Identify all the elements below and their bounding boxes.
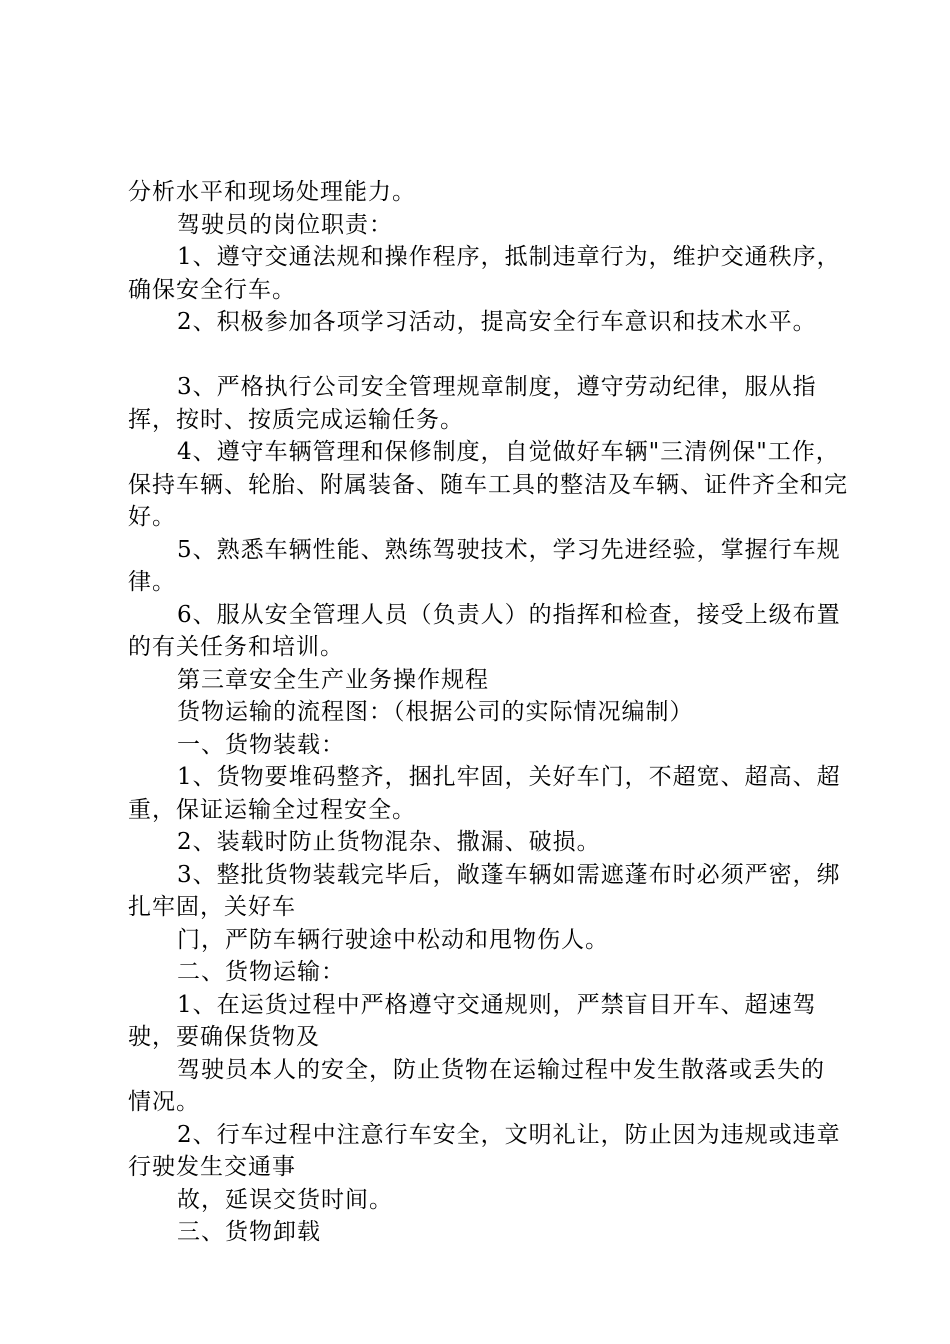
paragraph-8: 6、服从安全管理人员（负责人）的指挥和检查，接受上级布置的有关任务和培训。 (128, 601, 841, 660)
section-heading-unloading: 三、货物卸载 (177, 1219, 321, 1245)
flowchart-caption: 货物运输的流程图：（根据公司的实际情况编制） (177, 699, 694, 725)
chapter-heading: 第三章安全生产业务操作规程 (177, 666, 489, 693)
section-heading-transport: 二、货物运输： (177, 959, 345, 985)
section-heading-loading: 一、货物装载： (177, 731, 345, 758)
paragraph-12: 1、货物要堆码整齐，捆扎牢固，关好车门，不超宽、超高、超重，保证运输全过程安全。 (128, 764, 841, 823)
document-body (128, 176, 848, 1249)
paragraph-13: 2、装载时防止货物混杂、撒漏、破损。 (177, 829, 601, 855)
paragraph-6: 4、遵守车辆管理和保修制度，自觉做好车辆"三清例保"工作，保持车辆、轮胎、附属装备、随车工具的整洁及车辆、证件齐全和完好。 (128, 439, 848, 530)
paragraph-5: 3、严格执行公司安全管理规章制度，遵守劳动纪律，服从指挥，按时、按质完成运输任务。 (128, 374, 817, 433)
paragraph-4: 2、积极参加各项学习活动，提高安全行车意识和技术水平。 (177, 309, 817, 335)
paragraph-14: 3、整批货物装载完毕后，敞蓬车辆如需遮蓬布时必须严密，绑扎牢固，关好车 (128, 861, 841, 920)
paragraph-15: 门，严防车辆行驶途中松动和甩物伤人。 (177, 926, 609, 953)
section-heading-driver-duties: 驾驶员的岗位职责： (177, 211, 393, 238)
paragraph-7: 5、熟悉车辆性能、熟练驾驶技术，学习先进经验，掌握行车规律。 (128, 536, 841, 595)
paragraph-20: 故，延误交货时间。 (177, 1186, 393, 1213)
blank-line (128, 339, 848, 372)
paragraph-3: 1、遵守交通法规和操作程序，抵制违章行为，维护交通秩序，确保安全行车。 (128, 244, 841, 303)
paragraph-17: 1、在运货过程中严格遵守交通规则，严禁盲目开车、超速驾驶，要确保货物及 (128, 991, 817, 1050)
paragraph-19: 2、行车过程中注意行车安全，文明礼让，防止因为违规或违章行驶发生交通事 (128, 1121, 841, 1180)
paragraph-1: 分析水平和现场处理能力。 (128, 179, 416, 205)
paragraph-18: 驾驶员本人的安全，防止货物在运输过程中发生散落或丢失的情况。 (128, 1056, 825, 1115)
